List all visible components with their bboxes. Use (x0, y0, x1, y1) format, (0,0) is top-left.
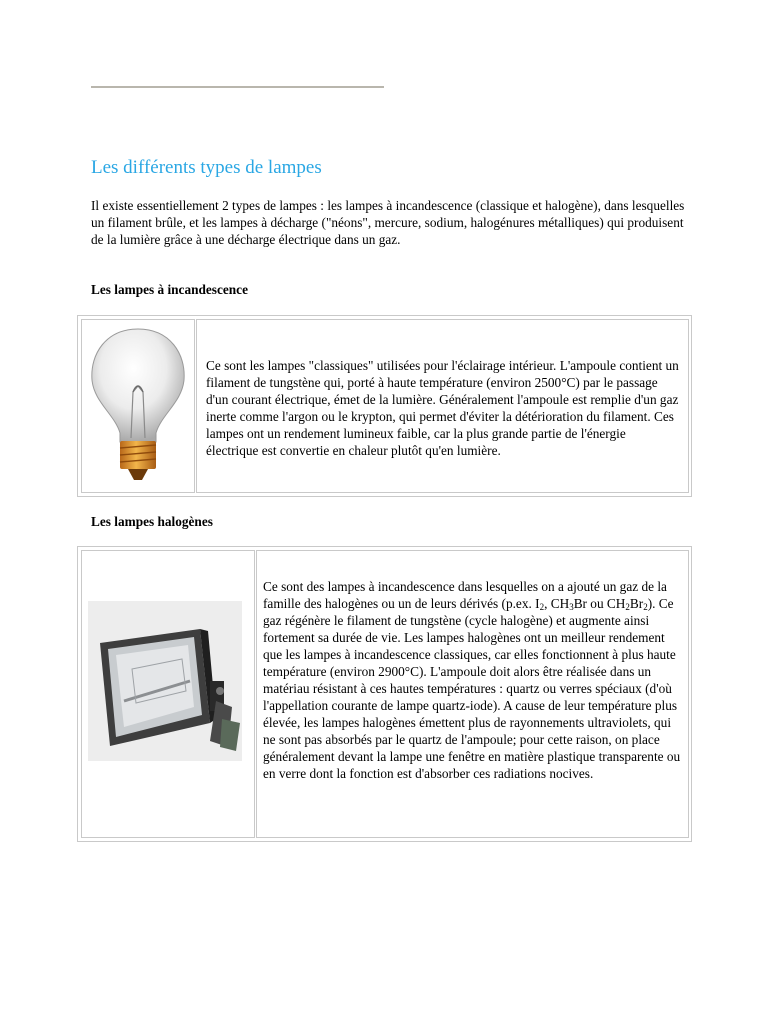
section-heading-incandescence: Les lampes à incandescence (91, 282, 248, 297)
incandescence-table (77, 315, 692, 497)
horizontal-rule (91, 86, 384, 88)
incandescence-image-cell (81, 319, 195, 493)
incandescence-description: Ce sont les lampes "classiques" utilisées pour l'éclairage intérieur. L'ampoule contient un filament de tungstène qui, porté à haute température (environ 2500°C) par le passage d'un courant électrique, émet de la lumière. Généralement l'ampoule est remplie d'un gaz inerte comme l'argon ou le krypton, qui permet d'éviter la détérioration du filament. Ces lampes ont un rendement lumineux faible, car la plus grande partie de l'énergie électrique est convertie en chaleur plutôt qu'en lumière. (206, 358, 679, 458)
section-heading-halogen: Les lampes halogènes (91, 514, 213, 529)
intro-paragraph: Il existe essentiellement 2 types de lampes : les lampes à incandescence (classique et halogène), dans lesquelles un filament brûle, et les lampes à décharge ("néons", mercure, sodium, halogénures métalliques) qui produisent de la lumière grâce à une décharge électrique dans un gaz. (91, 198, 685, 247)
halogen-text-cell (256, 550, 689, 838)
halogen-floodlight-image (82, 551, 254, 837)
halogen-description: Ce sont des lampes à incandescence dans lesquelles on a ajouté un gaz de la famille des halogènes ou un de leurs dérivés (p.ex. $I_2$, $CH_3Br$ ou $CH_2Br_2$). Ce gaz régénère le filament de tungstène (cycle halogène) et augmente ainsi fortement sa durée de vie. Les lampes halogènes ont un meilleur rendement que les lampes à incandescence classiques, car elles fonctionnent à plus haute température (environ 2900°C). L'ampoule doit alors être réalisée dans un matériau résistant à ces hautes températures : quartz ou verres spéciaux (d'où l'appellation courante de lampe quartz-iode). A cause de leur température plus élevée, les lampes halogènes émettent plus de rayonnements ultraviolets, qui ne sont pas absorbés par le quartz de l'ampoule; pour cette raison, on place généralement devant la lampe une fenêtre en matière plastique transparente ou en verre dont la fonction est d'absorber ces radiations nocives. (263, 579, 681, 781)
halogen-image-cell (81, 550, 255, 838)
page-title: Les différents types de lampes (91, 157, 322, 178)
incandescent-bulb-image (82, 320, 194, 492)
halogen-table (77, 546, 692, 842)
incandescence-text-cell (196, 319, 689, 493)
